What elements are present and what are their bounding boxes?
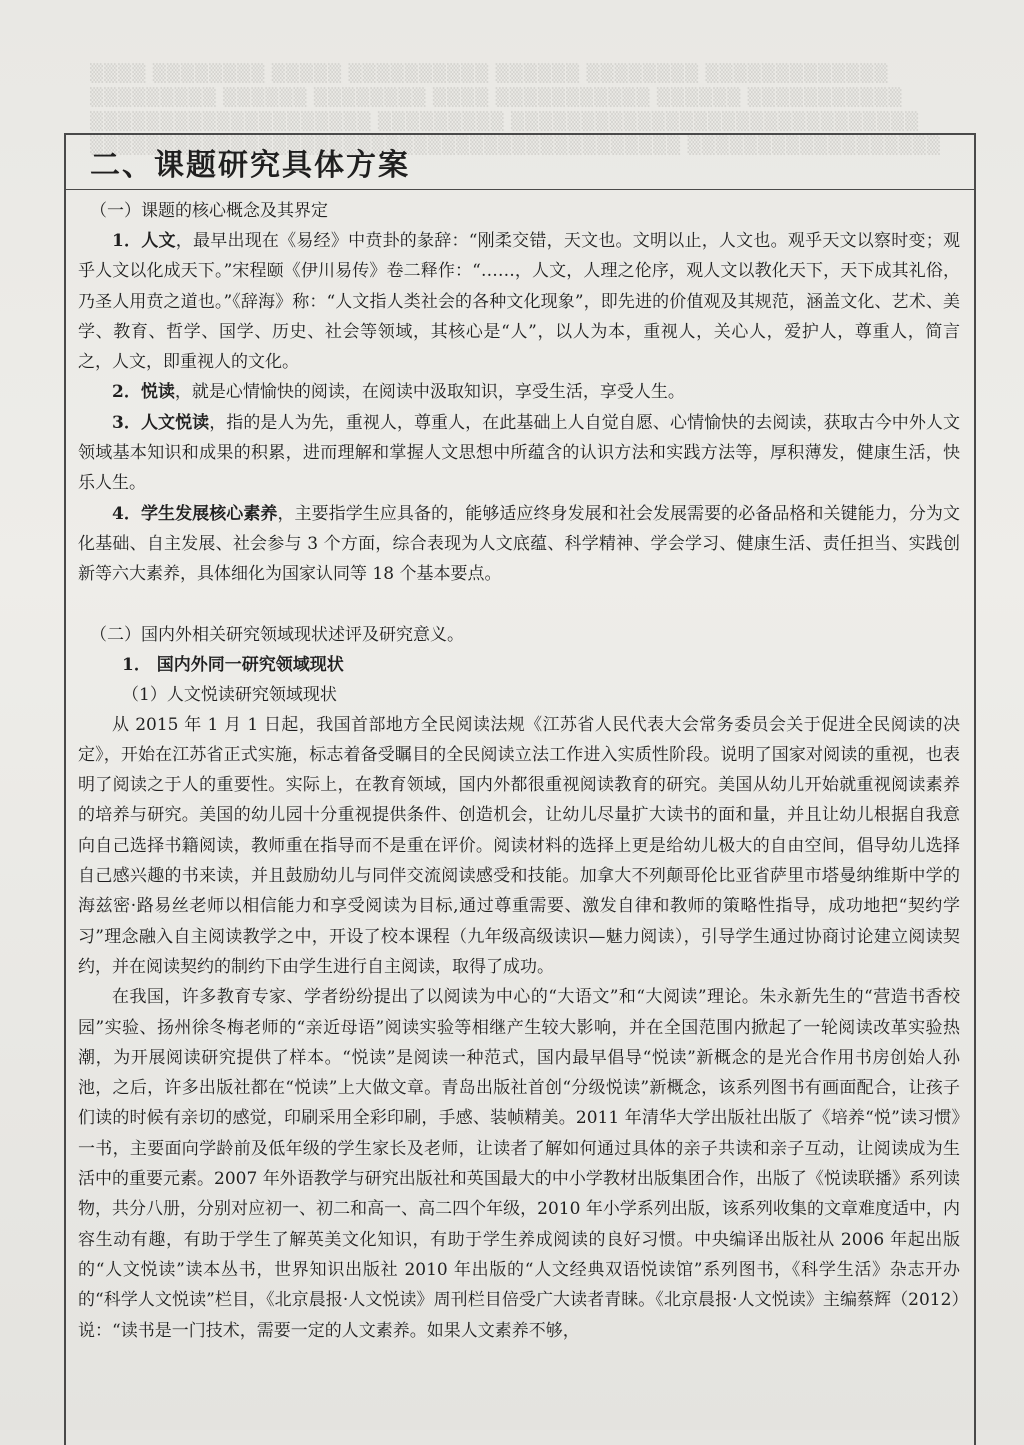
- concept-text: ，指的是人为先，重视人，尊重人，在此基础上人自觉自愿、心情愉快的去阅读，获取古今中外人文领域基本知识和成果的积累，进而理解和掌握人文思想中所蕴含的认识方法和实践方法等，厚积薄发，健康生活，快乐人生。: [78, 412, 960, 494]
- part2-subheading: 1． 国内外同一研究领域现状: [122, 654, 344, 675]
- part2-subsubheading: （1）人文悦读研究领域现状: [122, 684, 337, 705]
- concept-text: ，就是心情愉快的阅读，在阅读中汲取知识，享受生活，享受人生。: [174, 382, 685, 403]
- part1-heading: （一）课题的核心概念及其界定: [90, 201, 328, 221]
- bleed-through-shadow: ▒▒▒▒ ▒▒▒▒▒▒▒▒ ▒▒▒▒▒ ▒▒▒▒▒▒▒▒▒▒ ▒▒▒▒▒▒ ▒▒▒▒▒▒▒▒ ▒▒▒▒▒▒▒▒▒▒▒▒▒ ▒▒▒▒▒▒▒▒▒ ▒▒▒▒▒▒ ▒▒▒▒▒▒▒▒ ▒▒▒▒ ▒▒▒▒▒▒▒▒▒▒▒ ▒▒▒▒▒▒ ▒▒▒▒▒▒▒▒▒▒▒ ▒▒▒▒▒▒▒▒▒▒▒▒▒▒▒▒▒▒▒▒ ▒▒▒▒▒▒▒▒▒ ▒▒▒▒▒▒▒▒▒▒▒▒▒▒▒▒▒▒▒▒▒▒▒▒▒▒▒▒▒ ▒▒▒▒▒▒▒▒▒▒▒▒▒▒▒▒▒▒▒▒▒▒▒▒▒▒▒▒▒▒▒▒▒▒▒▒▒▒▒▒▒▒ ▒▒▒▒▒▒▒▒▒▒▒▒▒▒▒▒▒▒: [90, 64, 941, 156]
- concept-paragraph: [78, 499, 960, 590]
- concept-term: 2．悦读: [112, 382, 175, 403]
- concept-text: ，主要指学生应具备的，能够适应终身发展和社会发展需要的必备品格和关键能力，分为文化基础、自主发展、社会参与 3 个方面，综合表现为人文底蕴、科学精神、学会学习、健康生活、责任担当、实践创新等六大素养，具体细化为国家认同等 18 个基本要点。: [78, 503, 960, 585]
- concept-term: 3．人文悦读: [112, 412, 210, 433]
- concept-text: ，最早出现在《易经》中贲卦的彖辞：“刚柔交错，天文也。文明以止，人文也。观乎天文以察时变；观乎人文以化成天下。”宋程颐《伊川易传》卷二释作：“……，人文，人理之伦序，观人文以教化天下，天下成其礼俗，乃圣人用贲之道也。”《辞海》称：“人文指人类社会的各种文化现象”，即先进的价值观及其规范，涵盖文化、艺术、美学、教育、哲学、国学、历史、社会等领域，其核心是“人”，以人为本，重视人，关心人，爱护人，尊重人，简言之，人文，即重视人的文化。: [78, 231, 960, 373]
- concept-term: 1．人文: [112, 231, 176, 251]
- concept-paragraph: [78, 226, 960, 377]
- body-paragraph: 从 2015 年 1 月 1 日起，我国首部地方全民阅读法规《江苏省人民代表大会常务委员会关于促进全民阅读的决定》，开始在江苏省正式实施，标志着备受瞩目的全民阅读立法工作进入实质性阶段。说明了国家对阅读的重视，也表明了阅读之于人的重要性。实际上，在教育领域，国内外都很重视阅读教育的研究。美国从幼儿开始就重视阅读素养的培养与研究。美国的幼儿园十分重视提供条件、创造机会，让幼儿尽量扩大读书的面和量，并且让幼儿根据自我意向自己选择书籍阅读，教师重在指导而不是重在评价。阅读材料的选择上更是给幼儿极大的自由空间，倡导幼儿选择自己感兴趣的书来读，并且鼓励幼儿与同伴交流阅读感受和技能。加拿大不列颠哥伦比亚省萨里市塔曼纳维斯中学的海兹密·路易丝老师以相信能力和享受阅读为目标,通过尊重需要、激发自律和教师的策略性指导，成功地把“契约学习”理念融入自主阅读教学之中，开设了校本课程（九年级高级读识—魅力阅读），引导学生通过协商讨论建立阅读契约，并在阅读契约的制约下由学生进行自主阅读，取得了成功。: [78, 714, 960, 977]
- concept-paragraph: [78, 377, 960, 407]
- concept-paragraph: [78, 408, 960, 499]
- section-content: [66, 190, 974, 1346]
- part2-heading: （二）国内外相关研究领域现状述评及研究意义。: [90, 624, 464, 645]
- form-frame: [64, 133, 976, 1445]
- section-title-row: [66, 135, 974, 190]
- body-paragraph: 在我国，许多教育专家、学者纷纷提出了以阅读为中心的“大语文”和“大阅读”理论。朱永新先生的“营造书香校园”实验、扬州徐冬梅老师的“亲近母语”阅读实验等相继产生较大影响，并在全国范围内掀起了一轮阅读改革实验热潮，为开展阅读研究提供了样本。“悦读”是阅读一种范式，国内最早倡导“悦读”新概念的是光合作用书房创始人孙池，之后，许多出版社都在“悦读”上大做文章。青岛出版社首创“分级悦读”新概念，该系列图书有画面配合，让孩子们读的时候有亲切的感觉，印刷采用全彩印刷，手感、装帧精美。2011 年清华大学出版社出版了《培养“悦”读习惯》一书，主要面向学龄前及低年级的学生家长及老师，让读者了解如何通过具体的亲子共读和亲子互动，让阅读成为生活中的重要元素。2007 年外语教学与研究出版社和英国最大的中小学教材出版集团合作，出版了《悦读联播》系列读物，共分八册，分别对应初一、初二和高一、高二四个年级，2010 年小学系列出版，该系列收集的文章难度适中，内容生动有趣，有助于学生了解英美文化知识，有助于学生养成阅读的良好习惯。中央编译出版社从 2006 年起出版的“人文悦读”读本丛书，世界知识出版社 2010 年出版的“人文经典双语悦读馆”系列图书，《科学生活》杂志开办的“科学人文悦读”栏目，《北京晨报·人文悦读》周刊栏目倍受广大读者青睐。《北京晨报·人文悦读》主编蔡辉（2012）说：“读书是一门技术，需要一定的人文素养。如果人文素养不够，: [78, 987, 960, 1341]
- concept-term: 4．学生发展核心素养: [112, 503, 278, 524]
- spacer: [78, 590, 960, 620]
- section-title: 二、课题研究具体方案: [90, 148, 410, 183]
